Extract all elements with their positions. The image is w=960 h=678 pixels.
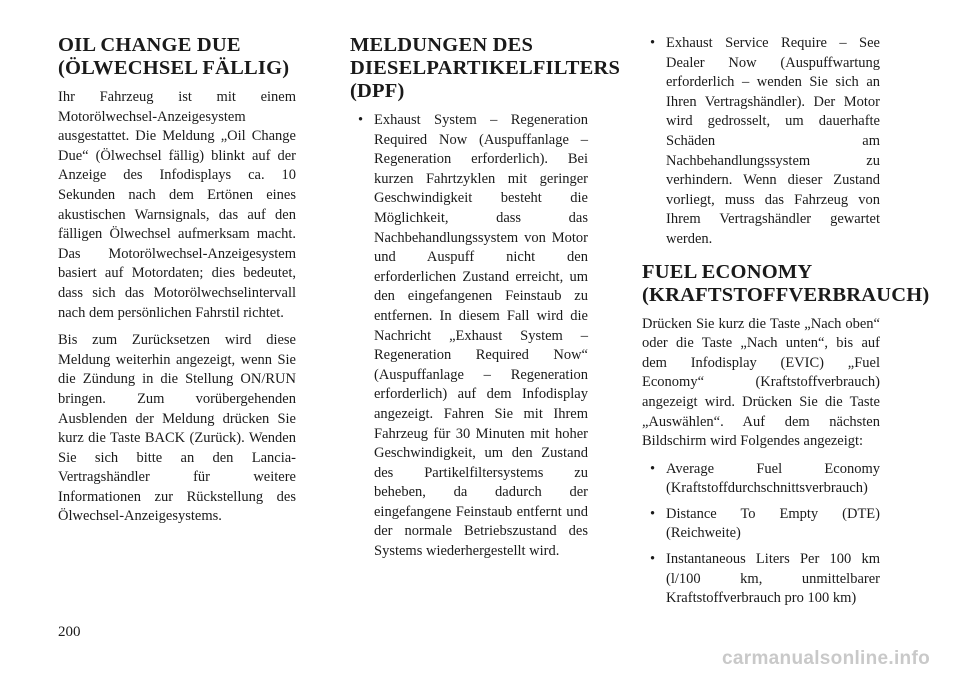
dpf-message-list-continued [642,34,880,250]
fuel-item-instantaneous: Instantaneous Liters Per 100 km (l/100 km, unmittelbarer Kraftstoffverbrauch pro 100 km) [666,551,880,607]
watermark: carmanualsonline.info [722,648,930,669]
dpf-message-list [350,111,588,562]
heading-fuel-economy: FUEL ECONOMY (KRAFTSTOFFVERBRAUCH) [642,260,930,306]
list-item [642,505,880,544]
bullet-icon: • [650,460,656,477]
bullet-icon: • [650,35,656,51]
fuel-economy-list [642,460,880,609]
list-item [350,111,588,562]
paragraph-oil-change-reset: Bis zum Zurücksetzen wird diese Meldung weiterhin angezeigt, wenn Sie die Zündung in die Stellung ON/RUN bringen. Zum vorübergehenden Ausblenden der Meldung drücken Sie kurz die Taste BACK (Zurück). Wenden Sie sich bitte an den Lancia-Vertragshändler für weitere Informationen zur Rückstellung des Ölwechsel-Anzeigesystems. [58,332,296,525]
fuel-item-average: Average Fuel Economy (Kraftstoffdurchschnittsverbrauch) [666,460,880,497]
dpf-item-exhaust-service: Exhaust Service Require – See Dealer Now (Auspuffwartung erforderlich – wenden Sie sich an Ihren Vertragshändler). Der Motor wird gedrosselt, um dauerhafte Schäden am Nachbehandlungssystem zu verhindern. Wenn dieser Zustand vorliegt, muss das Fahrzeug von Ihrem Vertragshändler gewartet werden. [666,35,880,247]
heading-dpf-messages: MELDUNGEN DES DIESELPARTIKELFILTERS (DPF) [350,34,621,102]
fuel-item-distance-to-empty: Distance To Empty (DTE) (Reichweite) [666,505,880,542]
list-item [642,460,880,499]
dpf-item-regeneration: Exhaust System – Regeneration Required Now (Auspuffanlage – Regeneration erforderlich). Bei kurzen Fahrtzyklen mit geringer Geschwindigkeit besteht die Möglichkeit, dass das Nachbehandlungssystem von Motor und Auspuff nicht den erforderlichen Zustand erreicht, um den eingefangenen Feinstaub zu entfernen. In diesem Fall wird die Nachricht „Exhaust System – Regeneration Required Now“ (Auspuffanlage – Regeneration erforderlich) auf dem Infodisplay angezeigt. Fahren Sie mit Ihrem Fahrzeug für 30 Minuten mit hoher Geschwindigkeit, um den Zustand des Partikelfiltersystems zu beheben, da dadurch der eingefangene Feinstaub entfernt und der normale Betriebszustand des Systems wiederhergestellt wird. [374,112,588,560]
paragraph-fuel-economy: Drücken Sie kurz die Taste „Nach oben“ oder die Taste „Nach unten“, bis auf dem Infodisplay (EVIC) „Fuel Economy“ (Kraftstoffverbrauch) angezeigt wird. Drücken Sie die Taste „Auswählen“. Auf dem nächsten Bildschirm wird Folgendes angezeigt: [642,315,880,450]
paragraph-oil-change-intro: Ihr Fahrzeug ist mit einem Motorölwechsel-Anzeigesystem ausgestattet. Die Meldung „Oil Change Due“ (Ölwechsel fällig) blinkt auf der Anzeige des Infodisplays ca. 10 Sekunden nach dem Ertönen eines akustischen Warnsignals, das auf den fälligen Ölwechsel aufmerksam macht. Das Motorölwechsel-Anzeigesystem basiert auf Motordaten; dies bedeutet, dass sich das Motorölwechselintervall nach dem persönlichen Fahrstil richtet. [58,89,296,321]
page-number: 200 [58,624,81,640]
list-item [642,550,880,609]
bullet-icon: • [650,551,656,568]
column-dpf-messages [350,34,621,570]
list-item [642,34,880,250]
bullet-icon: • [650,505,656,522]
column-fuel-economy [642,34,930,615]
column-oil-change [58,34,296,535]
bullet-icon: • [358,112,364,128]
heading-oil-change-due: OIL CHANGE DUE (ÖLWECHSEL FÄLLIG) [58,34,290,79]
